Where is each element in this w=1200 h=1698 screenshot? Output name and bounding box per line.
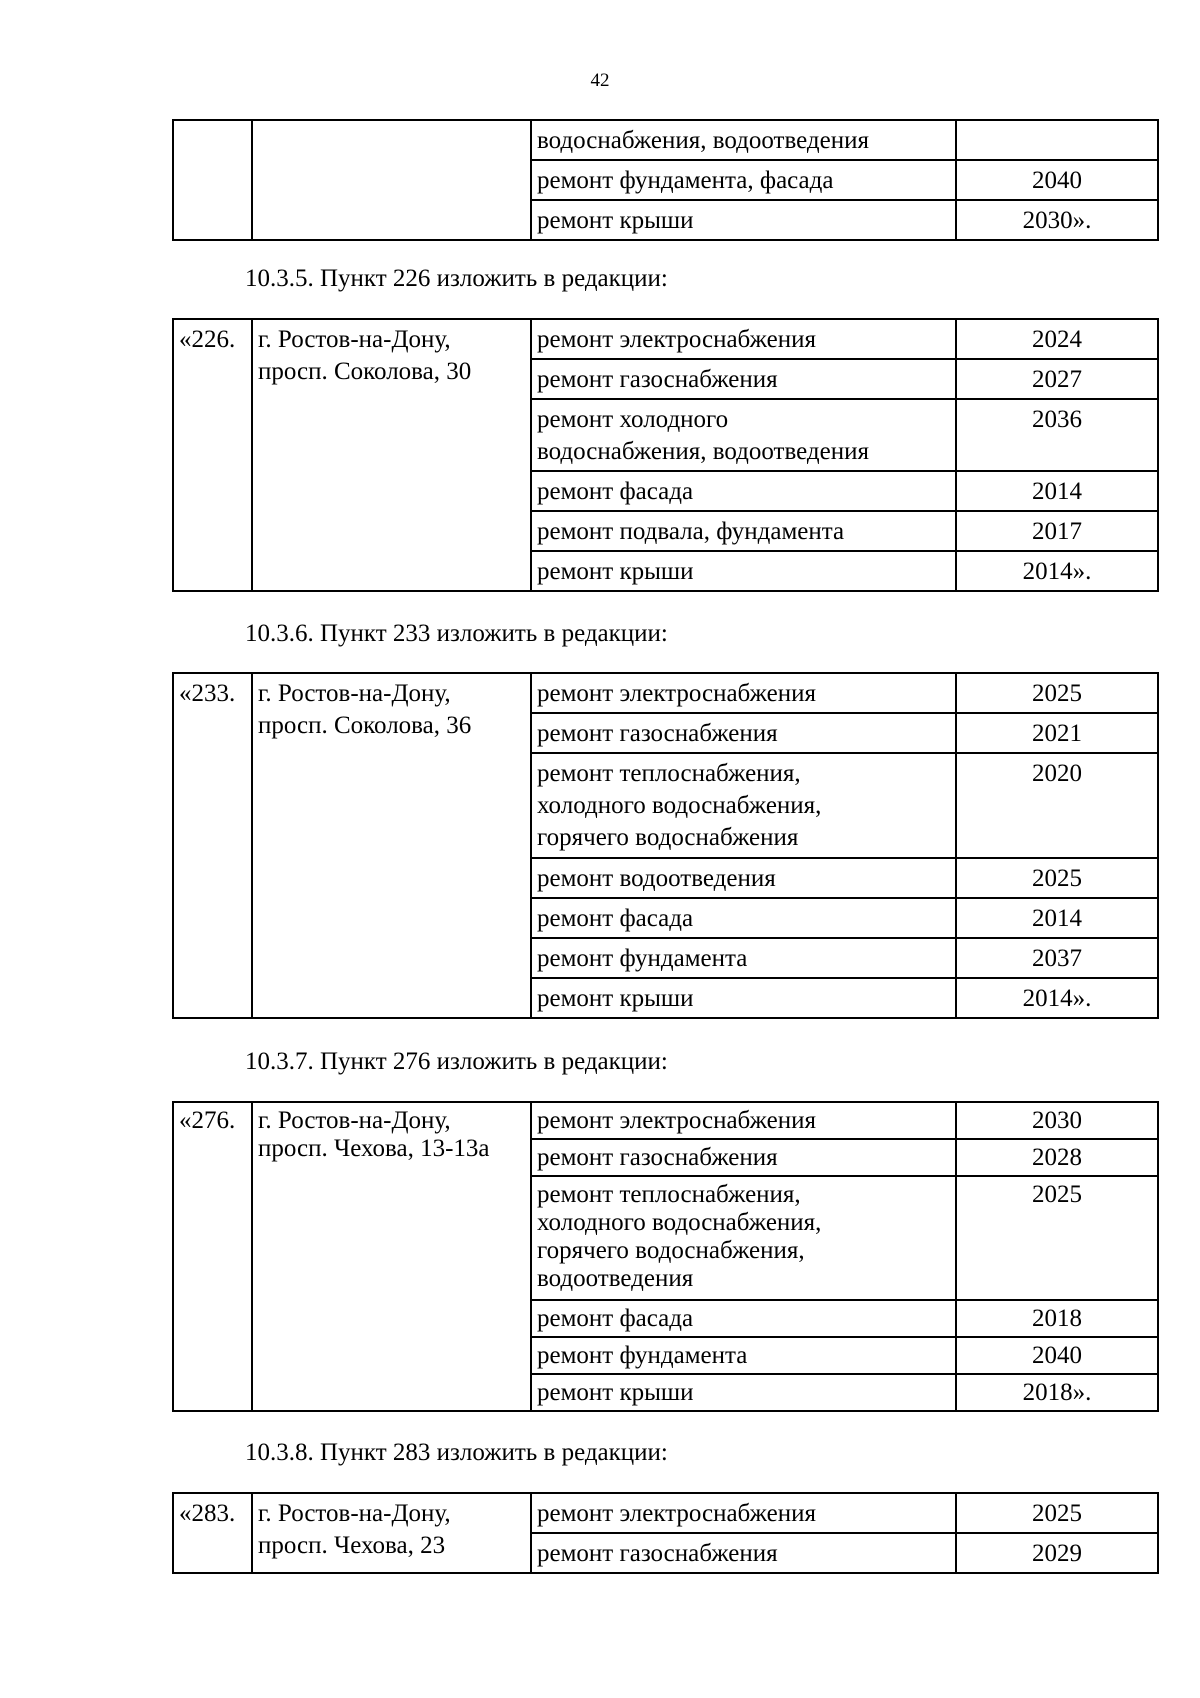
year-cell: 2027 bbox=[956, 359, 1158, 399]
work-line: ремонт фундамента bbox=[537, 945, 748, 972]
work-cell bbox=[531, 1337, 956, 1374]
section-table bbox=[172, 1492, 1159, 1574]
work-line: горячего водоснабжения, bbox=[537, 1237, 805, 1264]
section-table bbox=[172, 672, 1159, 1019]
continuation-table bbox=[172, 119, 1159, 241]
work-cell bbox=[531, 713, 956, 753]
num-cell: «276. bbox=[173, 1102, 252, 1411]
work-line: ремонт фасада bbox=[537, 1305, 694, 1332]
work-line: ремонт крыши bbox=[537, 1379, 694, 1406]
work-line: ремонт фасада bbox=[537, 478, 694, 505]
address-cell bbox=[252, 1493, 531, 1573]
year-cell: 2021 bbox=[956, 713, 1158, 753]
year-cell: 2037 bbox=[956, 938, 1158, 978]
work-cell bbox=[531, 1533, 956, 1573]
work-cell bbox=[531, 673, 956, 713]
section-table-block bbox=[172, 1492, 1157, 1574]
work-line: холодного водоснабжения, bbox=[537, 792, 822, 819]
year-cell: 2025 bbox=[956, 1493, 1158, 1533]
work-line: ремонт холодного bbox=[537, 406, 729, 433]
work-line: ремонт газоснабжения bbox=[537, 1144, 778, 1171]
work-cell bbox=[531, 858, 956, 898]
work-line: водоснабжения, водоотведения bbox=[537, 438, 869, 465]
work-line: холодного водоснабжения, bbox=[537, 1209, 822, 1236]
work-cell bbox=[531, 1493, 956, 1533]
address-line: просп. Соколова, 30 bbox=[258, 358, 472, 385]
work-cell bbox=[531, 1300, 956, 1337]
address-cell bbox=[252, 319, 531, 591]
year-cell bbox=[956, 120, 1158, 160]
page-number: 42 bbox=[590, 70, 610, 91]
work-line: ремонт фундамента bbox=[537, 1342, 748, 1369]
work-line: ремонт крыши bbox=[537, 985, 694, 1012]
work-line: ремонт теплоснабжения, bbox=[537, 1181, 801, 1208]
section-heading: 10.3.5. Пункт 226 изложить в редакции: bbox=[245, 265, 668, 292]
year-cell: 2018». bbox=[956, 1374, 1158, 1411]
work-cell bbox=[531, 511, 956, 551]
address-cell bbox=[252, 1102, 531, 1411]
work-cell bbox=[531, 1374, 956, 1411]
work-line: ремонт водоотведения bbox=[537, 865, 776, 892]
address-line: просп. Соколова, 36 bbox=[258, 712, 472, 739]
work-cell bbox=[531, 359, 956, 399]
table-row bbox=[173, 1102, 1158, 1139]
work-cell bbox=[531, 319, 956, 359]
work-cell bbox=[531, 978, 956, 1018]
work-line: ремонт газоснабжения bbox=[537, 720, 778, 747]
section-heading: 10.3.7. Пункт 276 изложить в редакции: bbox=[245, 1048, 668, 1075]
work-cell bbox=[531, 1139, 956, 1176]
year-cell: 2025 bbox=[956, 858, 1158, 898]
num-cell: «226. bbox=[173, 319, 252, 591]
work-cell bbox=[531, 1176, 956, 1300]
work-cell bbox=[531, 938, 956, 978]
year-cell: 2025 bbox=[956, 673, 1158, 713]
year-cell: 2029 bbox=[956, 1533, 1158, 1573]
year-cell: 2024 bbox=[956, 319, 1158, 359]
work-cell bbox=[531, 753, 956, 858]
work-line: ремонт крыши bbox=[537, 558, 694, 585]
num-cell: «283. bbox=[173, 1493, 252, 1573]
work-line: ремонт электроснабжения bbox=[537, 1500, 816, 1527]
year-cell: 2028 bbox=[956, 1139, 1158, 1176]
address-line: г. Ростов-на-Дону, bbox=[258, 680, 451, 707]
address-line: г. Ростов-на-Дону, bbox=[258, 326, 451, 353]
work-line: ремонт электроснабжения bbox=[537, 326, 816, 353]
year-cell: 2017 bbox=[956, 511, 1158, 551]
continuation-table-block bbox=[172, 119, 1157, 241]
work-cell: ремонт крыши bbox=[531, 200, 956, 240]
section-table bbox=[172, 318, 1159, 592]
year-cell: 2018 bbox=[956, 1300, 1158, 1337]
work-line: водоотведения bbox=[537, 1265, 694, 1292]
year-cell: 2020 bbox=[956, 753, 1158, 858]
address-cell bbox=[252, 673, 531, 1018]
num-cell: «233. bbox=[173, 673, 252, 1018]
work-line: ремонт газоснабжения bbox=[537, 366, 778, 393]
year-cell: 2014 bbox=[956, 898, 1158, 938]
table-row bbox=[173, 319, 1158, 359]
address-line: г. Ростов-на-Дону, bbox=[258, 1500, 451, 1527]
work-line: ремонт электроснабжения bbox=[537, 1107, 816, 1134]
table-row bbox=[173, 673, 1158, 713]
section-heading: 10.3.8. Пункт 283 изложить в редакции: bbox=[245, 1439, 668, 1466]
section-table-block bbox=[172, 672, 1157, 1019]
work-cell: ремонт фундамента, фасада bbox=[531, 160, 956, 200]
year-cell: 2030 bbox=[956, 1102, 1158, 1139]
work-cell bbox=[531, 551, 956, 591]
work-cell bbox=[531, 399, 956, 471]
address-line: просп. Чехова, 23 bbox=[258, 1532, 446, 1559]
work-line: ремонт теплоснабжения, bbox=[537, 760, 801, 787]
year-cell: 2040 bbox=[956, 1337, 1158, 1374]
work-line: ремонт подвала, фундамента bbox=[537, 518, 845, 545]
work-line: ремонт газоснабжения bbox=[537, 1540, 778, 1567]
num-cell bbox=[173, 120, 252, 240]
section-table-block bbox=[172, 318, 1157, 592]
address-line: просп. Чехова, 13-13а bbox=[258, 1135, 490, 1162]
year-cell: 2025 bbox=[956, 1176, 1158, 1300]
year-cell: 2014 bbox=[956, 471, 1158, 511]
work-cell: водоснабжения, водоотведения bbox=[531, 120, 956, 160]
section-table bbox=[172, 1101, 1159, 1412]
year-cell: 2014». bbox=[956, 551, 1158, 591]
section-heading: 10.3.6. Пункт 233 изложить в редакции: bbox=[245, 620, 668, 647]
work-cell bbox=[531, 898, 956, 938]
year-cell: 2014». bbox=[956, 978, 1158, 1018]
section-table-block bbox=[172, 1101, 1157, 1412]
address-cell bbox=[252, 120, 531, 240]
year-cell: 2036 bbox=[956, 399, 1158, 471]
address-line: г. Ростов-на-Дону, bbox=[258, 1107, 451, 1134]
table-row bbox=[173, 1493, 1158, 1533]
work-cell bbox=[531, 1102, 956, 1139]
work-line: горячего водоснабжения bbox=[537, 824, 799, 851]
year-cell: 2040 bbox=[956, 160, 1158, 200]
work-line: ремонт фасада bbox=[537, 905, 694, 932]
work-line: ремонт электроснабжения bbox=[537, 680, 816, 707]
table-row bbox=[173, 120, 1158, 160]
year-cell: 2030». bbox=[956, 200, 1158, 240]
work-cell bbox=[531, 471, 956, 511]
